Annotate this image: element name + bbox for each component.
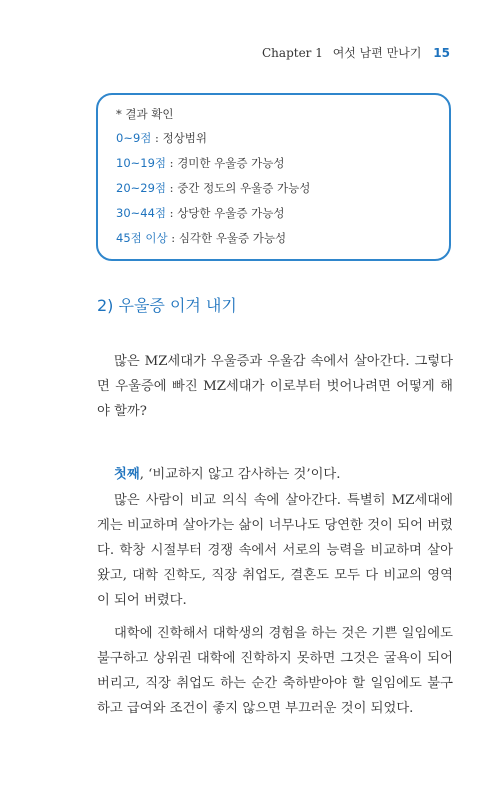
score-range: 10~19점	[116, 156, 167, 170]
paragraph-text: 많은 MZ세대가 우울증과 우울감 속에서 살아간다. 그렇다면 우울증에 빠진 MZ세대가 이로부터 벗어나려면 어떻게 해야 할까?	[97, 354, 453, 419]
result-check-box	[96, 93, 451, 261]
score-description: 정상범위	[162, 131, 208, 145]
result-row: 20~29점 : 중간 정도의 우울증 가능성	[116, 181, 311, 195]
chapter-title: 여섯 남편 만나기	[332, 46, 422, 60]
score-description: 중간 정도의 우울증 가능성	[177, 181, 311, 195]
score-range: 30~44점	[116, 206, 167, 220]
score-range: 45점 이상	[116, 231, 168, 245]
running-header	[262, 44, 450, 61]
result-row: 0~9점 : 정상범위	[116, 131, 208, 145]
result-box-title: * 결과 확인	[116, 107, 174, 121]
result-row: 45점 이상 : 심각한 우울증 가능성	[116, 231, 287, 245]
paragraph-text: 대학에 진학해서 대학생의 경험을 하는 것은 기쁜 일임에도 불구하고 상위권 대학에 진학하지 못하면 그것은 굴욕이 되어 버리고, 직장 취업도 하는 순간 축하받아야 할 일임에도 불구하고 급여와 조건이 좋지 않으면 부끄러운 것이 되었다.	[97, 626, 453, 716]
score-range: 0~9점	[116, 131, 152, 145]
score-range: 20~29점	[116, 181, 167, 195]
body-paragraph-3	[97, 488, 453, 613]
page-number: 15	[433, 46, 450, 60]
body-paragraph-firstly	[97, 462, 453, 487]
chapter-label: Chapter 1	[262, 46, 323, 60]
section-heading: 2) 우울증 이겨 내기	[97, 296, 237, 315]
firstly-label: 첫째	[114, 467, 140, 482]
body-paragraph-4	[97, 621, 453, 721]
score-description: 상당한 우울증 가능성	[177, 206, 285, 220]
paragraph-text: 많은 사람이 비교 의식 속에 살아간다. 특별히 MZ세대에게는 비교하며 살아가는 삶이 너무나도 당연한 것이 되어 버렸다. 학창 시절부터 경쟁 속에서 서로의 능력을 비교하며 살아왔고, 대학 진학도, 직장 취업도, 결혼도 모두 다 비교의 영역이 되어 버렸다.	[97, 493, 453, 608]
result-row: 30~44점 : 상당한 우울증 가능성	[116, 206, 285, 220]
result-row: 10~19점 : 경미한 우울증 가능성	[116, 156, 285, 170]
score-description: 심각한 우울증 가능성	[178, 231, 287, 245]
firstly-text: , ‘비교하지 않고 감사하는 것’이다.	[139, 467, 341, 482]
body-paragraph-1	[97, 349, 453, 424]
score-description: 경미한 우울증 가능성	[177, 156, 285, 170]
